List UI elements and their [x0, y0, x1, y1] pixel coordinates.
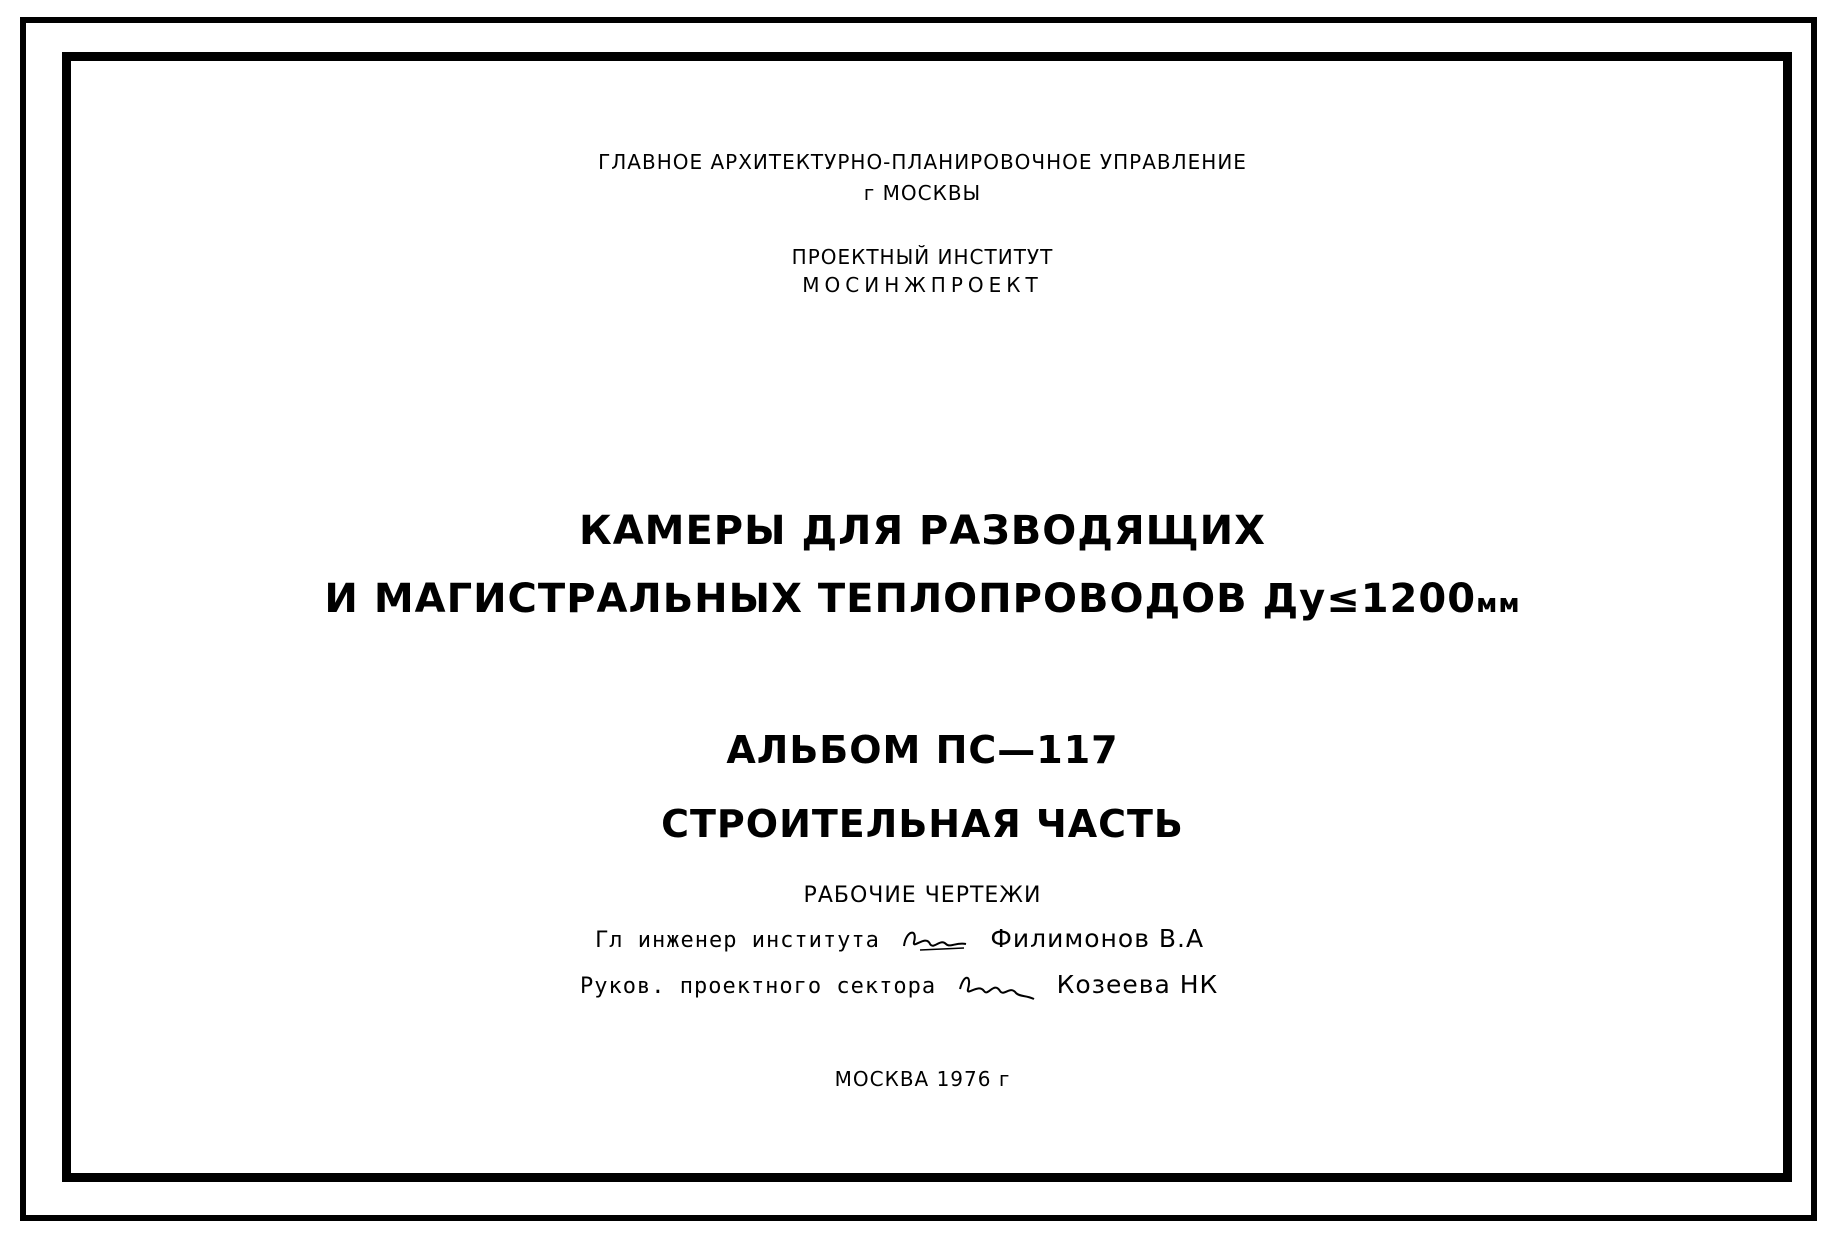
- document-title-text: И МАГИСТРАЛЬНЫХ ТЕПЛОПРОВОДОВ Ду≤1200: [324, 576, 1477, 622]
- institute-label: ПРОЕКТНЫЙ ИНСТИТУТ: [791, 245, 1054, 269]
- organization-name: ГЛАВНОЕ АРХИТЕКТУРНО-ПЛАНИРОВОЧНОЕ УПРАВЛЕНИЕ: [598, 150, 1247, 174]
- sector-head-role: Руков. проектного сектора: [580, 974, 937, 999]
- institute-name: МОСИНЖПРОЕКТ: [802, 273, 1043, 297]
- chief-engineer-signature: [900, 924, 970, 958]
- album-name: АЛЬБОМ ПС—117: [726, 728, 1119, 772]
- chief-engineer-signature-row: [595, 924, 1204, 958]
- album-part: СТРОИТЕЛЬНАЯ ЧАСТЬ: [661, 802, 1184, 846]
- organization-city: г МОСКВЫ: [863, 181, 982, 205]
- chief-engineer-name: Филимонов В.А: [990, 924, 1205, 953]
- sector-head-signature-row: [580, 969, 1218, 1005]
- document-title-unit: мм: [1476, 589, 1521, 619]
- document-title-line1: КАМЕРЫ ДЛЯ РАЗВОДЯЩИХ: [579, 508, 1266, 554]
- sector-head-name: Козеева НК: [1056, 970, 1219, 999]
- place-and-year: МОСКВА 1976 г: [834, 1067, 1011, 1091]
- chief-engineer-role: Гл инженер института: [595, 928, 880, 953]
- album-stage: РАБОЧИЕ ЧЕРТЕЖИ: [803, 883, 1042, 908]
- sector-head-signature: [956, 969, 1036, 1005]
- document-title-line2: [0, 576, 1845, 622]
